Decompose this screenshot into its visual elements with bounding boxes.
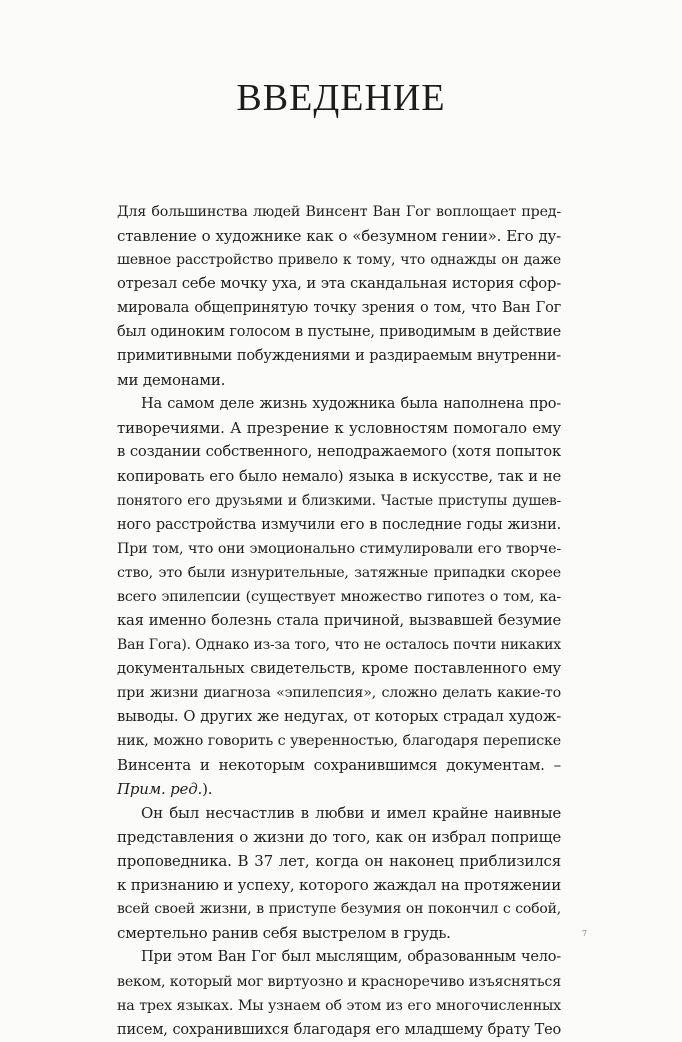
text-line: документальных свидетельств, кроме поставленного ему (117, 659, 561, 677)
text-line: Ван Гога). Однако из-за того, что не осталось почти никаких (117, 636, 561, 653)
text-line: тиворечиями. А презрение к условностям помогало ему (117, 419, 561, 438)
text-line: Он был несчастлив в любви и имел крайне наивные (141, 804, 561, 823)
body-text (117, 200, 561, 1042)
text-line: кая именно болезнь стала причиной, вызвавшей безумие (117, 611, 561, 629)
text-line: при жизни диагноза «эпилепсия», сложно делать какие-то (117, 684, 561, 701)
text-line: При том, что они эмоционально стимулировали его творче- (117, 540, 561, 557)
text-line: писем, сохранившихся благодаря его младшему брату Тео (117, 1021, 561, 1038)
text-line: смертельно ранив себя выстрелом в грудь. (117, 924, 451, 943)
text-line: Винсента и некоторым сохранившимся документам. – (117, 756, 561, 775)
text-line: отрезал себе мочку уха, и эта скандальная история сфор- (117, 275, 561, 293)
text-line: всей своей жизни, в приступе безумия он покончил с собой, (117, 901, 561, 918)
text-line: на трех языках. Мы узнаем об этом из его многочисленных (117, 997, 561, 1014)
chapter-title: ВВЕДЕНИЕ (236, 77, 446, 119)
text-line: всего эпилепсии (существует множество гипотез о том, ка- (117, 588, 561, 605)
editor-note-tail: ). (202, 780, 213, 799)
text-line: На самом деле жизнь художника была наполнена про- (141, 396, 561, 413)
editor-note: Прим. ред. (117, 780, 203, 799)
text-line: ставление о художнике как о «безумном гении». Его ду- (117, 227, 561, 246)
text-line: был одиноким голосом в пустыне, приводимым в действие (117, 324, 561, 341)
page-number: 7 (582, 929, 588, 938)
text-line: понятого его друзьями и близкими. Частые приступы душев- (117, 492, 561, 509)
text-line: копировать его было немало) языка в искусстве, так и не (117, 467, 561, 485)
text-line: ми демонами. (117, 371, 226, 390)
text-line: в создании собственного, неподражаемого (хотя попыток (117, 443, 561, 461)
text-line: представления о жизни до того, как он избрал поприще (117, 828, 561, 847)
text-line: примитивными побуждениями и раздираемым внутренни- (117, 348, 561, 365)
text-line: ство, это были изнурительные, затяжные припадки скорее (117, 564, 561, 581)
text-line: к признанию и успеху, которого жаждал на протяжении (117, 876, 561, 895)
text-line: выводы. О других же недугах, от которых страдал худож- (117, 707, 561, 725)
text-line: проповедника. В 37 лет, когда он наконец приблизился (117, 852, 561, 871)
text-line: шевное расстройство привело к тому, что однажды он даже (117, 252, 561, 269)
text-line: веком, который мог виртуозно и красноречиво изъясняться (117, 973, 561, 990)
text-line: мировала общепринятую точку зрения о том, что Ван Гог (117, 300, 561, 317)
text-line: ного расстройства измучили его в последние годы жизни. (117, 516, 561, 533)
text-line: ник, можно говорить с уверенностью, благодаря переписке (117, 733, 561, 750)
text-line: Для большинства людей Винсент Ван Гог воплощает пред- (117, 204, 561, 220)
text-line: При этом Ван Гог был мыслящим, образованным чело- (141, 949, 561, 966)
text-line-footnote (117, 777, 561, 801)
